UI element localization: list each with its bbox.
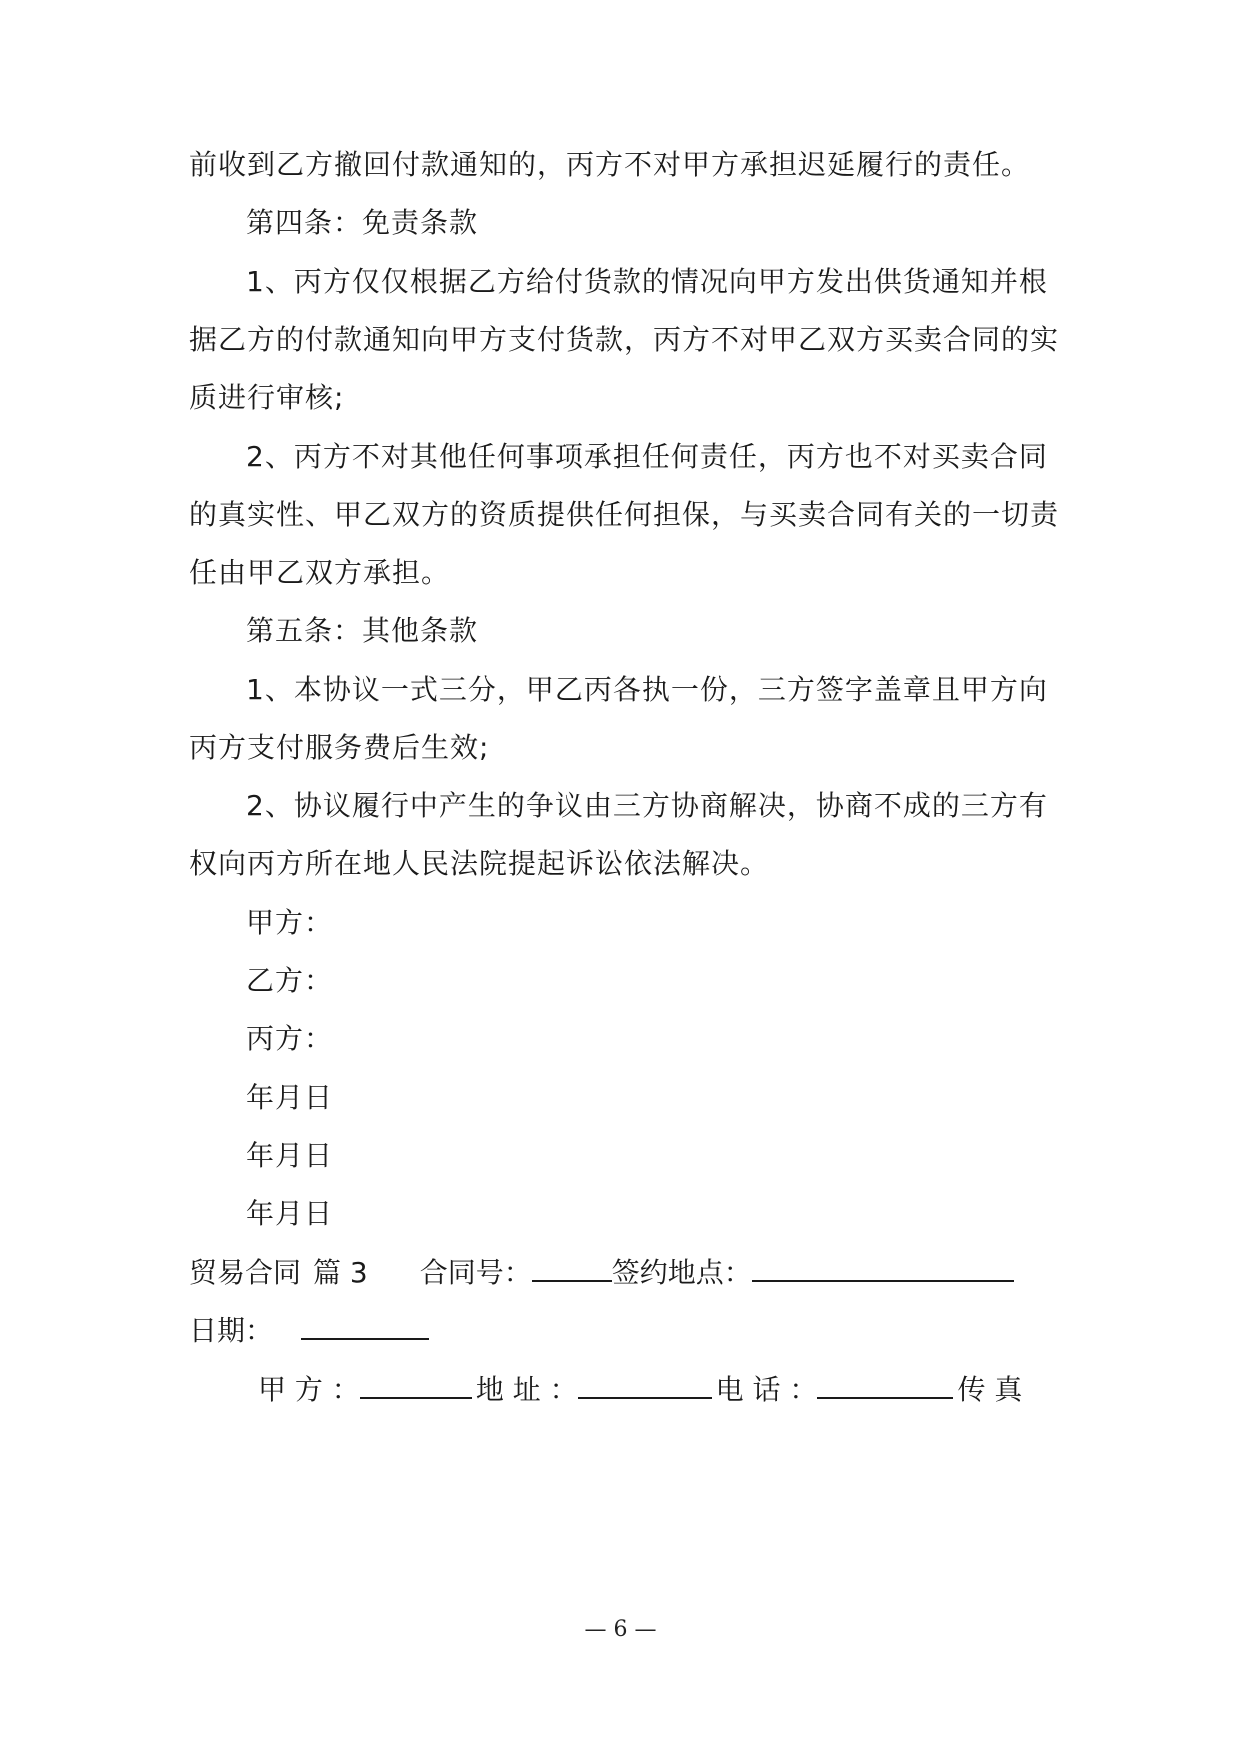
paragraph-line: 1、本协议一式三分，甲乙丙各执一份，三方签字盖章且甲方向 (246, 673, 1048, 706)
paragraph-line: 前收到乙方撤回付款通知的，丙方不对甲方承担迟延履行的责任。 (189, 148, 1031, 181)
date-blank (301, 1312, 429, 1340)
signature-date: 年月日 (246, 1197, 334, 1230)
signature-party-a: 甲方： (246, 906, 334, 939)
place-blank (752, 1254, 1014, 1282)
paragraph-line: 的真实性、甲乙双方的资质提供任何担保，与买卖合同有关的一切责 (189, 498, 1060, 531)
section-heading: 第五条：其他条款 (246, 614, 479, 647)
party-a-blank (360, 1371, 472, 1399)
signature-date: 年月日 (246, 1081, 334, 1114)
contract-part: 篇 3 (313, 1256, 368, 1289)
address-blank (578, 1371, 712, 1399)
party-a-label: 甲 方 ： (258, 1373, 360, 1406)
place-label: 签约地点： (611, 1256, 752, 1289)
paragraph-line: 1、丙方仅仅根据乙方给付货款的情况向甲方发出供货通知并根 (246, 265, 1048, 298)
signature-date: 年月日 (246, 1139, 334, 1172)
contract-title: 贸易合同 (189, 1256, 302, 1289)
signature-party-b: 乙方： (246, 964, 334, 997)
contract-header-line (189, 1254, 1014, 1291)
paragraph-line: 据乙方的付款通知向甲方支付货款，丙方不对甲乙双方买卖合同的实 (189, 323, 1060, 356)
date-label: 日期： (189, 1314, 274, 1347)
address-label: 地 址 ： (475, 1373, 578, 1406)
phone-label: 电 话 ： (715, 1373, 818, 1406)
date-line (189, 1312, 429, 1349)
paragraph-line: 任由甲乙双方承担。 (189, 556, 451, 589)
page-number: — 6 — (584, 1617, 657, 1642)
contract-no-blank (532, 1254, 612, 1282)
paragraph-line: 权向丙方所在地人民法院提起诉讼依法解决。 (189, 847, 770, 880)
fax-label: 传 真 (957, 1373, 1023, 1406)
paragraph-line: 2、协议履行中产生的争议由三方协商解决，协商不成的三方有 (246, 789, 1048, 822)
phone-blank (817, 1371, 953, 1399)
signature-party-c: 丙方： (246, 1022, 334, 1055)
party-info-line (258, 1371, 1022, 1408)
contract-no-label: 合同号： (419, 1256, 532, 1289)
section-heading: 第四条：免责条款 (246, 206, 479, 239)
paragraph-line: 质进行审核; (189, 381, 345, 414)
paragraph-line: 2、丙方不对其他任何事项承担任何责任，丙方也不对买卖合同 (246, 440, 1048, 473)
paragraph-line: 丙方支付服务费后生效; (189, 731, 490, 764)
